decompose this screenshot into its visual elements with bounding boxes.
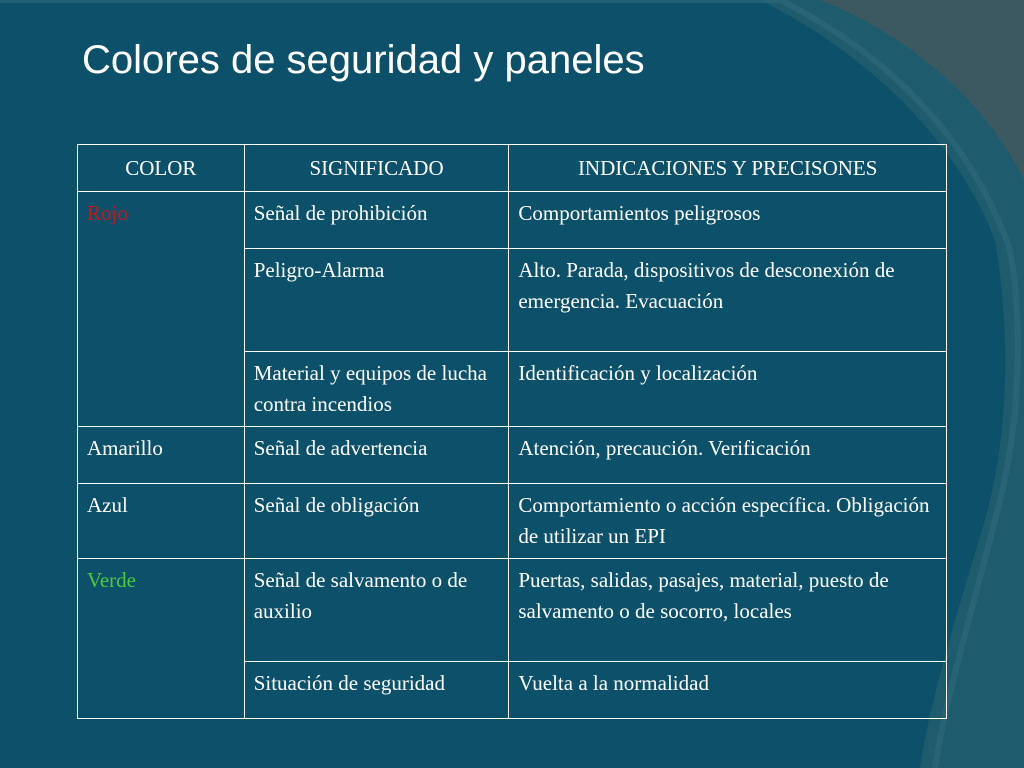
significado-cell: Peligro-Alarma — [244, 249, 509, 352]
indicaciones-cell: Comportamientos peligrosos — [509, 192, 947, 249]
color-cell-azul: Azul — [78, 484, 245, 559]
indicaciones-cell: Identificación y localización — [509, 352, 947, 427]
significado-cell: Señal de salvamento o de auxilio — [244, 559, 509, 662]
significado-cell: Señal de obligación — [244, 484, 509, 559]
table-row — [78, 192, 947, 249]
table-row — [78, 427, 947, 484]
header-significado: SIGNIFICADO — [244, 145, 509, 192]
significado-cell: Señal de advertencia — [244, 427, 509, 484]
table-header-row — [78, 145, 947, 192]
color-cell-verde: Verde — [78, 559, 245, 719]
color-cell-rojo: Rojo — [78, 192, 245, 427]
table-row — [78, 484, 947, 559]
indicaciones-cell: Puertas, salidas, pasajes, material, puesto de salvamento o de socorro, locales — [509, 559, 947, 662]
indicaciones-cell: Atención, precaución. Verificación — [509, 427, 947, 484]
slide-title: Colores de seguridad y paneles — [82, 38, 645, 82]
header-color: COLOR — [78, 145, 245, 192]
header-indicaciones: INDICACIONES Y PRECISONES — [509, 145, 947, 192]
indicaciones-cell: Comportamiento o acción específica. Obligación de utilizar un EPI — [509, 484, 947, 559]
indicaciones-cell: Alto. Parada, dispositivos de desconexión de emergencia. Evacuación — [509, 249, 947, 352]
color-cell-amarillo: Amarillo — [78, 427, 245, 484]
safety-colors-table — [77, 144, 947, 719]
significado-cell: Material y equipos de lucha contra incendios — [244, 352, 509, 427]
significado-cell: Señal de prohibición — [244, 192, 509, 249]
table-row — [78, 559, 947, 662]
significado-cell: Situación de seguridad — [244, 662, 509, 719]
indicaciones-cell: Vuelta a la normalidad — [509, 662, 947, 719]
